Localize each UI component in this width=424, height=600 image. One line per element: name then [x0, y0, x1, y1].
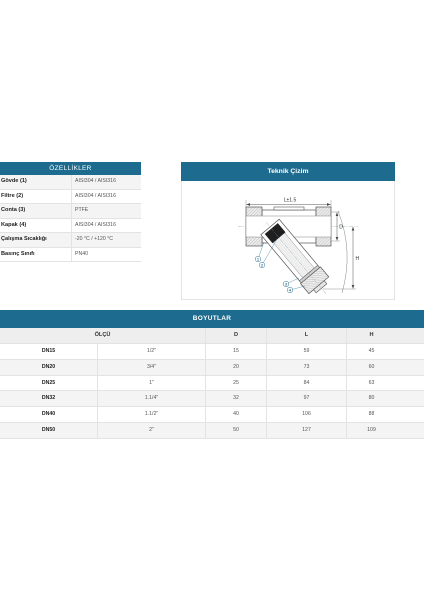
- technical-drawing-title: Teknik Çizim: [181, 162, 395, 181]
- column-header-size: ÖLÇÜ: [0, 328, 206, 343]
- features-title: ÖZELLİKLER: [0, 162, 141, 175]
- cell-dn: DN50: [0, 423, 98, 438]
- cell-d: 20: [206, 360, 267, 375]
- features-rows: [0, 175, 141, 262]
- feature-row: [0, 233, 141, 248]
- feature-value: AISI304 / AISI316: [75, 178, 116, 184]
- feature-value: AISI304 / AISI316: [75, 221, 116, 228]
- table-row: [0, 344, 424, 360]
- dimensions-title: BOYUTLAR: [0, 310, 424, 328]
- table-row: [0, 407, 424, 423]
- cell-inch: 1.1/4": [98, 391, 206, 406]
- feature-label: Gövde (1): [0, 175, 72, 189]
- callout-3: [283, 278, 299, 287]
- callout-number: 4: [289, 288, 291, 293]
- cell-l: 127: [267, 423, 347, 438]
- features-table: [0, 162, 141, 262]
- feature-row: [0, 175, 141, 190]
- dimension-label-l: L±1.5: [283, 197, 297, 204]
- cell-d: 40: [206, 407, 267, 422]
- feature-value: PN40: [75, 250, 88, 257]
- cell-l: 73: [267, 360, 347, 375]
- cell-l: 106: [267, 407, 347, 422]
- feature-row: [0, 204, 141, 219]
- y-strainer-drawing: [182, 181, 394, 299]
- cell-h: 88: [368, 411, 375, 418]
- table-header-row: [0, 328, 424, 344]
- feature-row: [0, 248, 141, 263]
- cell-h: 45: [368, 348, 375, 354]
- cell-l: 59: [267, 344, 347, 359]
- callout-number: 1: [257, 257, 259, 262]
- cell-d: 25: [206, 376, 267, 391]
- column-header-l: L: [267, 328, 347, 343]
- table-row: [0, 376, 424, 392]
- feature-value: PTFE: [75, 207, 89, 213]
- cell-inch: 2": [98, 423, 206, 438]
- column-header-h: H: [369, 332, 374, 338]
- dimension-label-h: H: [355, 256, 360, 262]
- cell-d: 15: [206, 344, 267, 359]
- cell-inch: 1/2": [98, 344, 206, 359]
- cell-h: 63: [368, 379, 375, 386]
- cell-h: 80: [368, 395, 375, 402]
- table-row: [0, 391, 424, 407]
- cell-inch: 1.1/2": [98, 407, 206, 422]
- cell-dn: DN25: [0, 376, 98, 391]
- feature-label: Kapak (4): [0, 219, 72, 233]
- feature-label: Filtre (2): [0, 190, 72, 204]
- body-top-boss: [274, 207, 304, 210]
- technical-drawing-panel: [181, 162, 395, 300]
- column-header-d: D: [206, 328, 267, 343]
- table-body: [0, 344, 424, 439]
- cell-h: 109: [367, 426, 376, 433]
- cell-l: 97: [267, 391, 347, 406]
- cell-inch: 3/4": [98, 360, 206, 375]
- cell-l: 84: [267, 376, 347, 391]
- cell-dn: DN40: [0, 407, 98, 422]
- dimension-l: [246, 198, 331, 209]
- cell-inch: 1": [98, 376, 206, 391]
- feature-label: Conta (3): [0, 204, 72, 218]
- cell-dn: DN20: [0, 360, 98, 375]
- cell-d: 32: [206, 391, 267, 406]
- cell-d: 50: [206, 423, 267, 438]
- table-row: [0, 423, 424, 439]
- cell-h: 60: [368, 363, 375, 370]
- cell-dn: DN15: [0, 344, 98, 359]
- feature-label: Çalışma Sıcaklığı: [0, 233, 72, 247]
- feature-row: [0, 219, 141, 234]
- feature-value: AISI304 / AISI316: [75, 192, 116, 199]
- feature-row: [0, 190, 141, 205]
- dimensions-table: [0, 310, 424, 439]
- callout-number: 2: [261, 263, 263, 268]
- feature-label: Basınç Sınıfı: [0, 248, 72, 262]
- callout-4: [287, 286, 305, 293]
- dimension-label-d: D: [339, 224, 343, 231]
- table-row: [0, 360, 424, 376]
- cell-dn: DN32: [0, 391, 98, 406]
- feature-value: -20 °C / +120 °C: [75, 236, 114, 242]
- callout-number: 3: [285, 282, 287, 287]
- angle-arc: [338, 211, 347, 293]
- technical-drawing-canvas: [181, 181, 395, 300]
